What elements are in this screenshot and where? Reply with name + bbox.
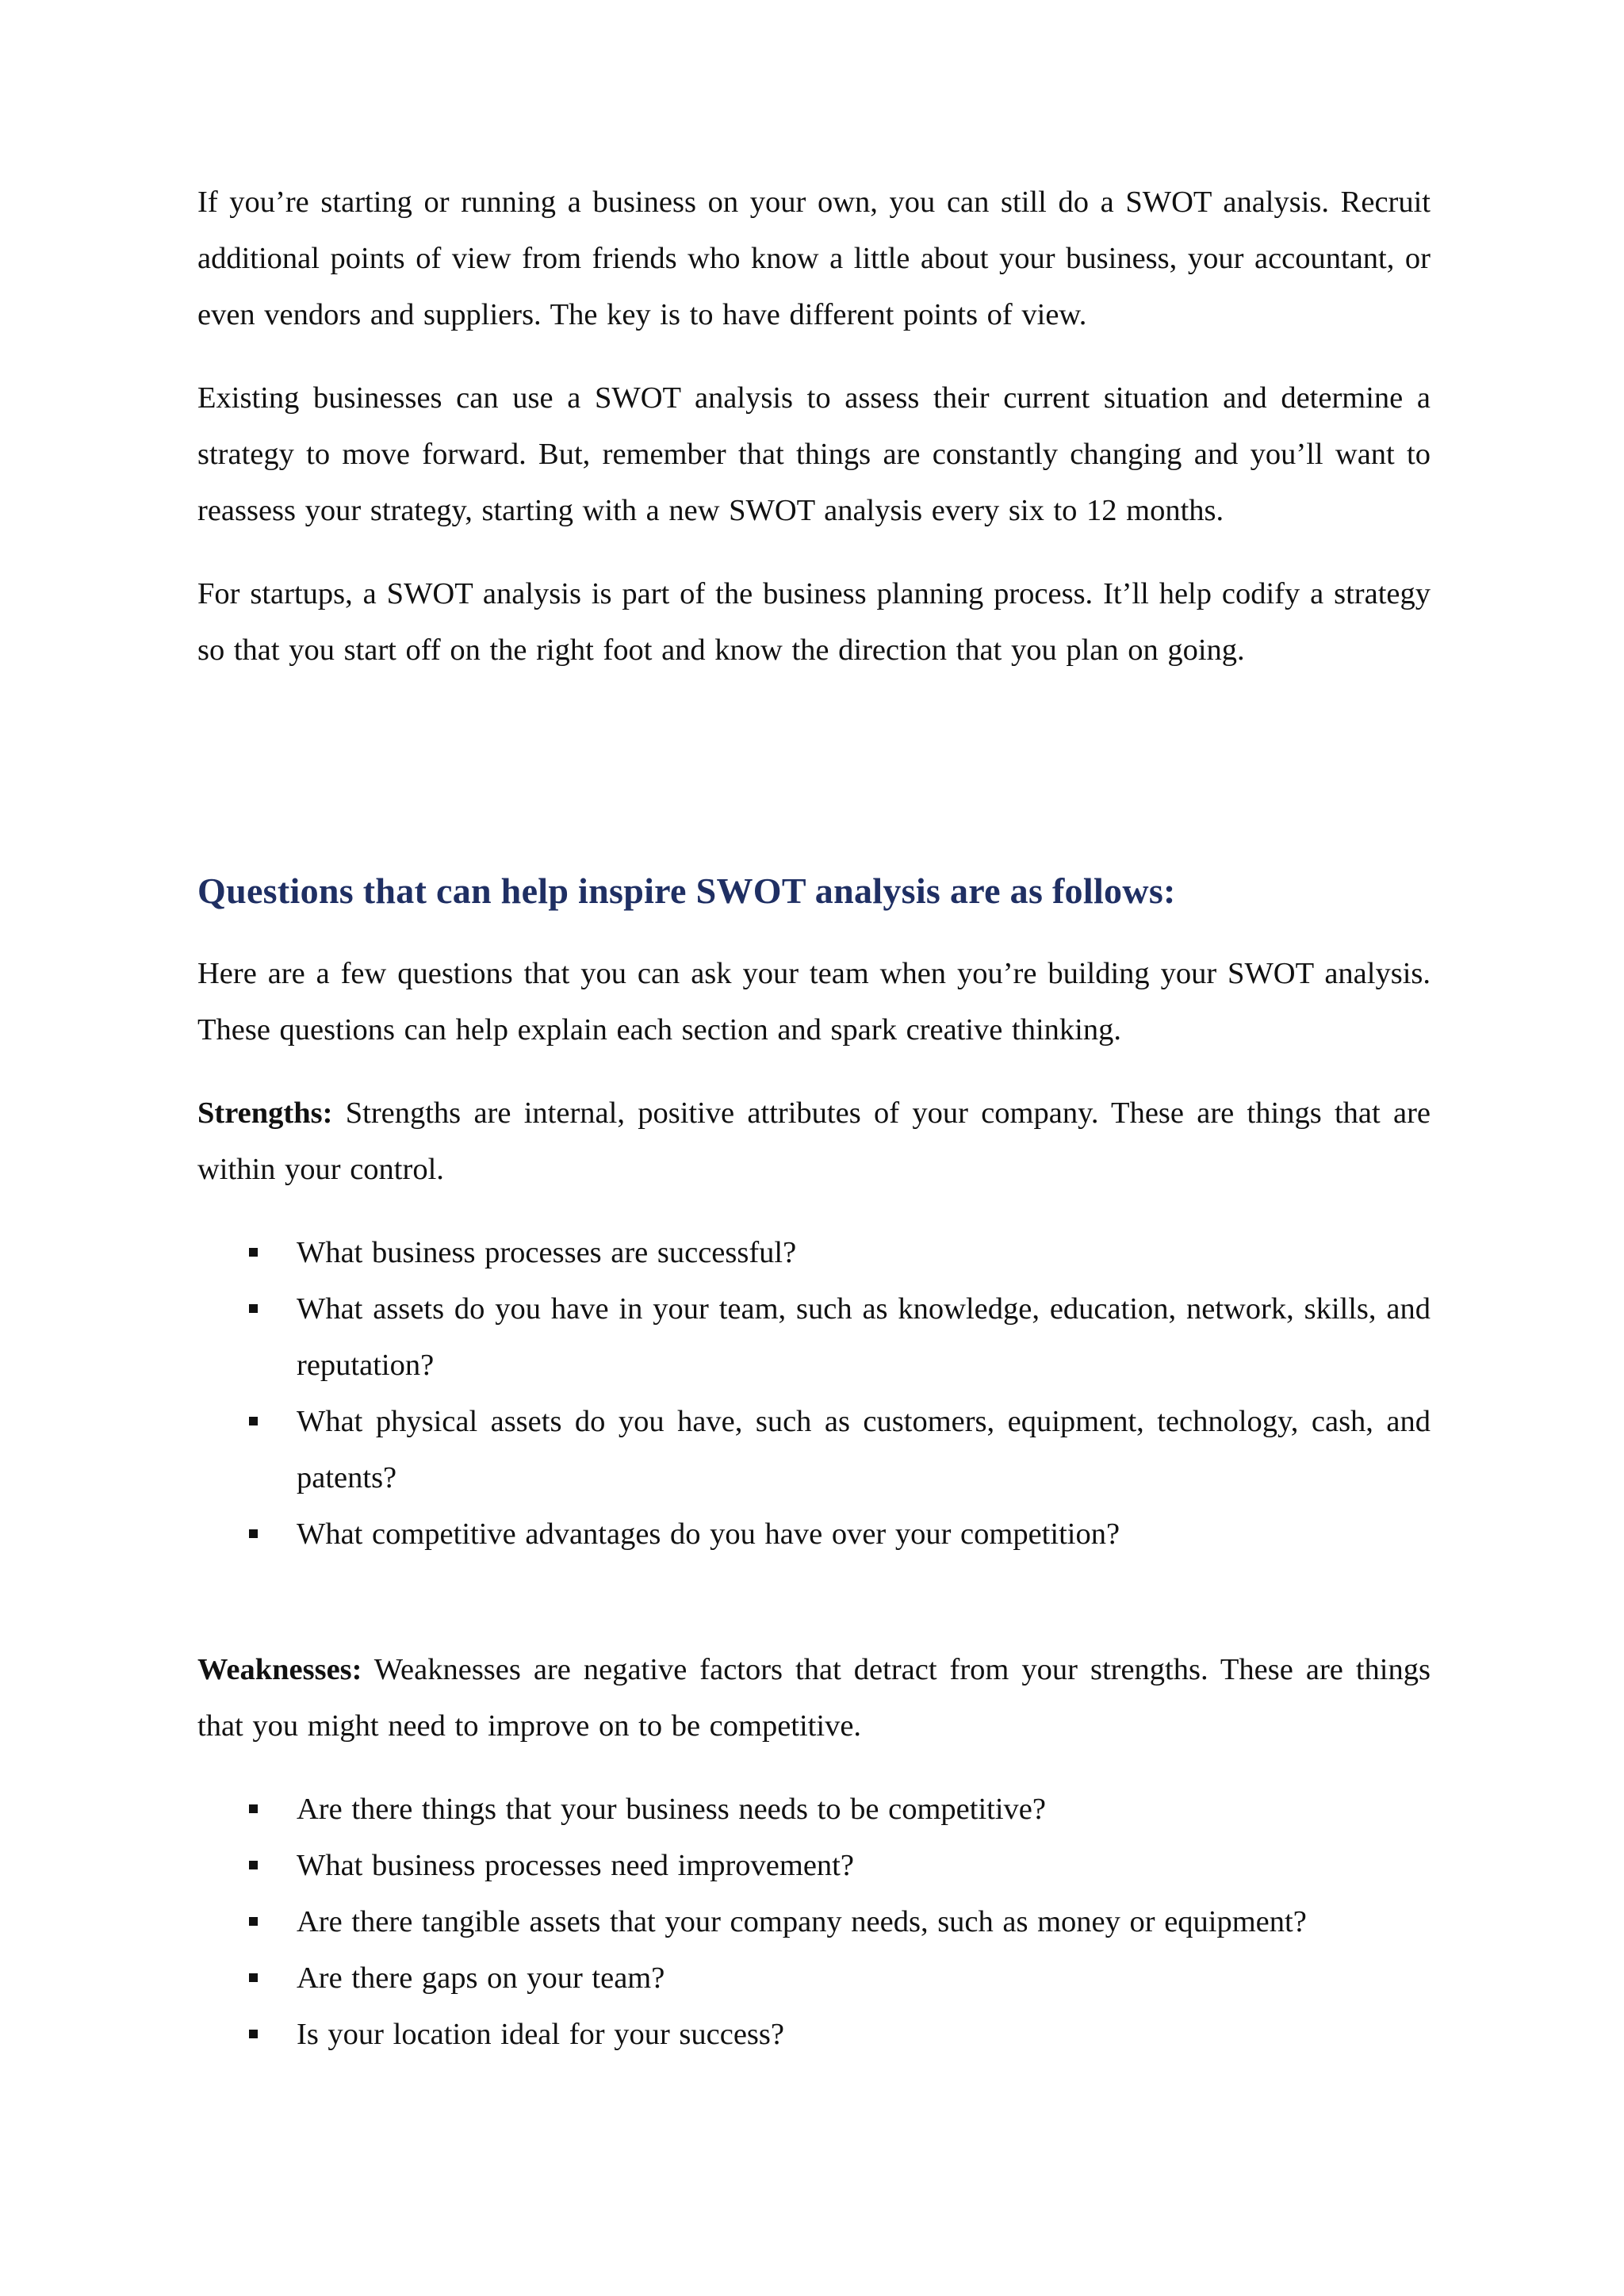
list-item: What physical assets do you have, such as customers, equipment, technology, cash, and patents? <box>197 1394 1431 1506</box>
section-heading: Questions that can help inspire SWOT analysis are as follows: <box>197 871 1176 911</box>
list-item: What competitive advantages do you have over your competition? <box>197 1506 1431 1563</box>
square-bullet-icon <box>249 1304 258 1313</box>
weaknesses-label: Weaknesses: <box>197 1653 362 1686</box>
page-content <box>197 174 1431 2063</box>
intro-paragraph-solo-business: If you’re starting or running a business on your own, you can still do a SWOT analysis. Recruit additional points of view from friends who know a little about your business, your accountant, or even vendors and suppliers. The key is to have different points of view. <box>197 186 1431 331</box>
list-item: What business processes are successful? <box>197 1225 1431 1281</box>
square-bullet-icon <box>249 1804 258 1813</box>
list-item: What business processes need improvement? <box>197 1838 1431 1894</box>
weaknesses-question-list <box>197 1781 1431 2063</box>
square-bullet-icon <box>249 1973 258 1982</box>
strengths-description: Strengths are internal, positive attributes of your company. These are things that are within your control. <box>197 1096 1431 1186</box>
intro-paragraph-existing-businesses: Existing businesses can use a SWOT analysis to assess their current situation and determine a strategy to move forward. But, remember that things are constantly changing and you’ll want to reassess your strategy, starting with a new SWOT analysis every six to 12 months. <box>197 381 1431 527</box>
square-bullet-icon <box>249 2030 258 2038</box>
list-item: Is your location ideal for your success? <box>197 2007 1431 2063</box>
strengths-label: Strengths: <box>197 1096 333 1130</box>
weaknesses-paragraph <box>197 1642 1431 1755</box>
list-item: Are there things that your business needs to be competitive? <box>197 1781 1431 1838</box>
square-bullet-icon <box>249 1529 258 1538</box>
square-bullet-icon <box>249 1861 258 1869</box>
square-bullet-icon <box>249 1917 258 1926</box>
section-intro-paragraph: Here are a few questions that you can ask your team when you’re building your SWOT analysis. These questions can help explain each section and spark creative thinking. <box>197 957 1431 1047</box>
weaknesses-description: Weaknesses are negative factors that detract from your strengths. These are things that you might need to improve on to be competitive. <box>197 1653 1431 1743</box>
square-bullet-icon <box>249 1417 258 1425</box>
strengths-paragraph <box>197 1085 1431 1198</box>
square-bullet-icon <box>249 1248 258 1257</box>
strengths-question-list <box>197 1225 1431 1563</box>
intro-paragraph-startups: For startups, a SWOT analysis is part of the business planning process. It’ll help codify a strategy so that you start off on the right foot and know the direction that you plan on going. <box>197 577 1431 667</box>
list-item: What assets do you have in your team, such as knowledge, education, network, skills, and reputation? <box>197 1281 1431 1394</box>
list-item: Are there tangible assets that your company needs, such as money or equipment? <box>197 1894 1431 1950</box>
list-item: Are there gaps on your team? <box>197 1950 1431 2007</box>
